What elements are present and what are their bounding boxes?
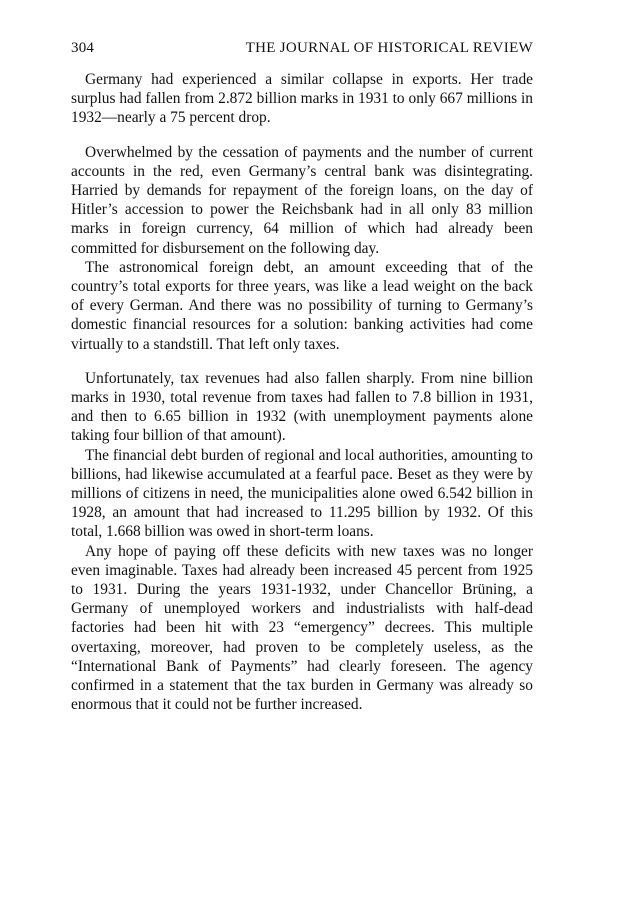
document-page xyxy=(71,40,533,715)
paragraph-tax-revenues: Unfortunately, tax revenues had also fallen sharply. From nine billion marks in 1930, total revenue from taxes had fallen to 7.8 billion in 1931, and then to 6.65 billion in 1932 (with unemployment payments alone taking four billion of that amount). xyxy=(71,369,533,445)
article-body xyxy=(71,70,533,715)
running-header xyxy=(71,40,533,62)
paragraph-foreign-debt: The astronomical foreign debt, an amount exceeding that of the country’s total exports for three years, was like a lead weight on the back of every German. And there was no possibility of turning to Germany’s domestic financial resources for a solution: banking activities had come virtually to a standstill. That left only taxes. xyxy=(71,258,533,353)
journal-title: THE JOURNAL OF HISTORICAL REVIEW xyxy=(245,40,533,56)
page-number: 304 xyxy=(71,40,95,56)
paragraph-new-taxes: Any hope of paying off these deficits with new taxes was no longer even imaginable. Taxes had already been increased 45 percent from 1925 to 1931. During the years 1931-1932, under Chancellor Brüning, a Germany of unemployed workers and industrialists with half-dead factories had been hit with 23 “emergency” decrees. This multiple overtaxing, moreover, had proven to be completely useless, as the “International Bank of Payments” had clearly foreseen. The agency confirmed in a statement that the tax burden in Germany was already so enormous that it could not be further increased. xyxy=(71,542,533,714)
paragraph-exports: Germany had experienced a similar collapse in exports. Her trade surplus had fallen from 2.872 billion marks in 1931 to only 667 millions in 1932—nearly a 75 percent drop. xyxy=(71,71,533,127)
paragraph-local-debt: The financial debt burden of regional and local authorities, amounting to billions, had likewise accumulated at a fearful pace. Beset as they were by millions of citizens in need, the municipalities alone owed 6.542 billion in 1928, an amount that had increased to 11.295 billion by 1932. Of this total, 1.668 billion was owed in short-term loans. xyxy=(71,446,533,541)
paragraph-central-bank: Overwhelmed by the cessation of payments and the number of current accounts in the red, even Germany’s central bank was disintegrating. Harried by demands for repayment of the foreign loans, on the day of Hitler’s accession to power the Reichsbank had in all only 83 million marks in foreign currency, 64 million of which had already been committed for disbursement on the following day. xyxy=(71,143,533,257)
